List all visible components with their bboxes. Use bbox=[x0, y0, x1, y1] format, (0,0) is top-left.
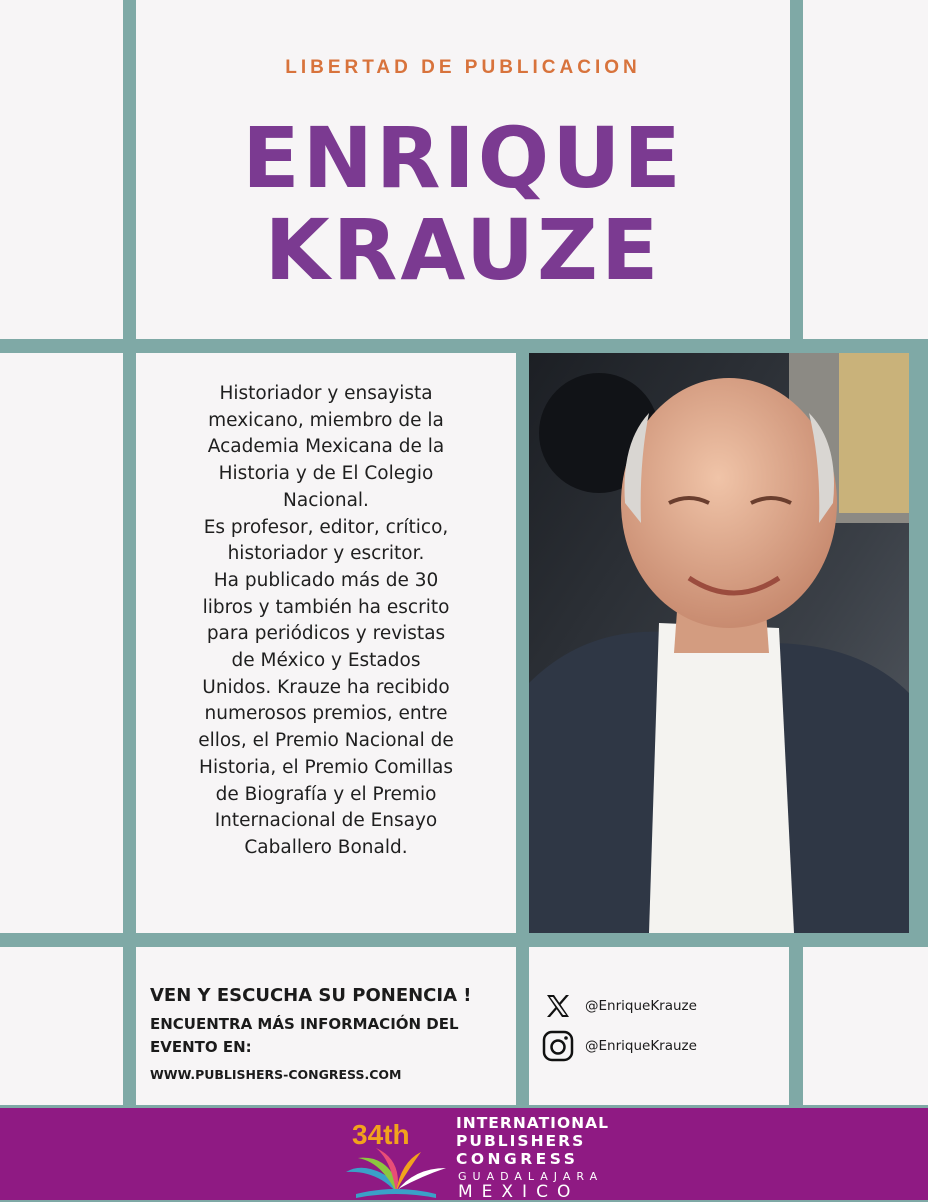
speaker-last-name: KRAUZE bbox=[264, 201, 662, 299]
bio-line: de México y Estados bbox=[231, 650, 421, 672]
bio-line: libros y también ha escrito bbox=[202, 596, 450, 618]
event-kicker: LIBERTAD DE PUBLICACION bbox=[285, 57, 641, 78]
bio-line: Ha publicado más de 30 bbox=[213, 569, 439, 591]
grid-panel-top-right bbox=[803, 0, 928, 339]
social-panel bbox=[529, 947, 789, 1105]
instagram-handle: @EnriqueKrauze bbox=[585, 1038, 697, 1054]
speaker-bio bbox=[146, 381, 506, 862]
congress-footer bbox=[0, 1108, 928, 1200]
bio-line: Historia, el Premio Comillas bbox=[199, 756, 453, 778]
speaker-portrait-image bbox=[529, 353, 909, 933]
more-info-text: ENCUENTRA MÁS INFORMACIÓN DEL EVENTO EN: bbox=[150, 1015, 459, 1056]
bio-line: Es profesor, editor, crítico, bbox=[203, 516, 449, 538]
x-logo-icon bbox=[541, 989, 575, 1023]
bio-panel bbox=[136, 353, 516, 933]
bio-line: para periódicos y revistas bbox=[206, 623, 446, 645]
x-handle: @EnriqueKrauze bbox=[585, 998, 697, 1014]
bio-line: Nacional. bbox=[283, 489, 369, 511]
title-panel bbox=[136, 0, 790, 339]
speaker-photo bbox=[529, 353, 909, 933]
grid-panel-bottom-right bbox=[803, 947, 928, 1105]
footer-line-congress: CONGRESS bbox=[456, 1150, 579, 1168]
instagram-profile-link[interactable] bbox=[541, 1029, 697, 1063]
edition-number: 34th bbox=[352, 1119, 410, 1150]
bio-line: ellos, el Premio Nacional de bbox=[198, 730, 454, 752]
grid-panel-top-left bbox=[0, 0, 123, 339]
footer-line-city: GUADALAJARA bbox=[458, 1170, 604, 1183]
congress-book-logo bbox=[336, 1110, 456, 1200]
bio-line: Unidos. Krauze ha recibido bbox=[202, 676, 450, 698]
footer-line-publishers: PUBLISHERS bbox=[456, 1132, 586, 1150]
bio-line: Internacional de Ensayo bbox=[214, 810, 438, 832]
bio-line: Historiador y ensayista bbox=[219, 383, 433, 404]
footer-line-international: INTERNATIONAL bbox=[456, 1114, 609, 1132]
bio-line: Academia Mexicana de la bbox=[207, 436, 445, 458]
x-profile-link[interactable] bbox=[541, 989, 697, 1023]
bio-line: Historia y de El Colegio bbox=[218, 463, 434, 485]
event-website-link[interactable]: WWW.PUBLISHERS-CONGRESS.COM bbox=[150, 1067, 402, 1082]
bio-line: numerosos premios, entre bbox=[204, 703, 448, 725]
footer-line-country: MEXICO bbox=[458, 1182, 580, 1202]
bio-line: de Biografía y el Premio bbox=[215, 783, 437, 805]
event-info-panel bbox=[136, 947, 516, 1105]
bio-line: historiador y escritor. bbox=[227, 543, 425, 565]
speaker-first-name: ENRIQUE bbox=[242, 109, 684, 207]
grid-panel-mid-left bbox=[0, 353, 123, 933]
instagram-icon bbox=[541, 1029, 575, 1063]
grid-panel-bottom-left bbox=[0, 947, 123, 1105]
call-to-action-heading: VEN Y ESCUCHA SU PONENCIA ! bbox=[150, 985, 472, 1006]
bio-line: mexicano, miembro de la bbox=[208, 409, 444, 431]
bio-line: Caballero Bonald. bbox=[244, 836, 408, 858]
